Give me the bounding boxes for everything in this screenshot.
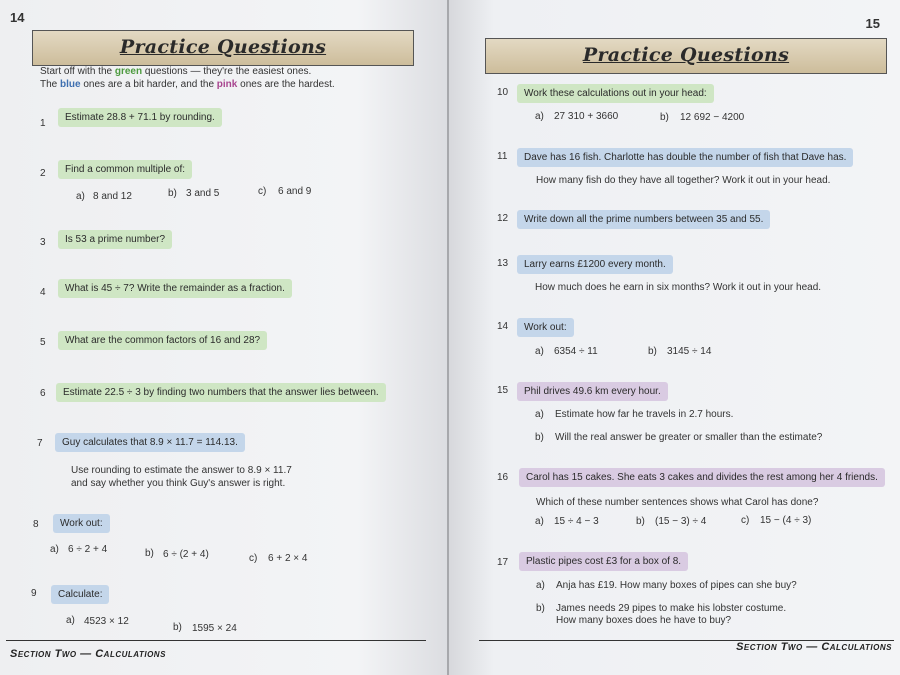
question-number: 4	[40, 287, 46, 298]
question-14: Work out:	[517, 318, 574, 337]
part-label: b)	[536, 603, 545, 614]
part-label: a)	[50, 544, 59, 555]
question-3: Is 53 a prime number?	[58, 230, 172, 249]
intro-text: Start off with the green questions — they're the easiest ones. The blue ones are a bit harder, and the pink ones are the hardest.	[40, 66, 335, 90]
page-number: 14	[10, 10, 25, 25]
question-number: 8	[33, 519, 39, 530]
part-answer: Anja has £19. How many boxes of pipes can she buy?	[556, 580, 797, 591]
part-answer: 27 310 + 3660	[554, 111, 619, 122]
part-answer: 4523 × 12	[84, 616, 129, 627]
question-2: Find a common multiple of:	[58, 160, 192, 179]
question-16-line: Which of these number sentences shows what Carol has done?	[536, 497, 819, 508]
footer-rule	[6, 640, 426, 641]
part-answer: 15 ÷ 4 − 3	[554, 516, 599, 527]
question-17: Plastic pipes cost £3 for a box of 8.	[519, 552, 688, 571]
part-answer: 12 692 − 4200	[680, 112, 745, 123]
question-7-line-2: and say whether you think Guy's answer is right.	[71, 478, 286, 489]
part-label: b)	[173, 622, 182, 633]
part-label: c)	[741, 515, 750, 526]
question-13-line: How much does he earn in six months? Work it out in your head.	[535, 282, 822, 293]
question-number: 2	[40, 168, 46, 179]
page-title: Practice Questions	[582, 44, 790, 66]
right-page	[449, 0, 900, 675]
part-answer: Estimate how far he travels in 2.7 hours.	[555, 409, 734, 420]
part-answer: James needs 29 pipes to make his lobster costume.	[556, 603, 787, 614]
question-8: Work out:	[53, 514, 110, 533]
question-1: Estimate 28.8 + 71.1 by rounding.	[58, 108, 222, 127]
part-answer: 1595 × 24	[192, 623, 237, 634]
part-answer: 6 ÷ 2 + 4	[68, 544, 108, 555]
question-12: Write down all the prime numbers between 35 and 55.	[517, 210, 770, 229]
section-footer: Section Two — Calculations	[736, 641, 892, 653]
page-title-banner	[32, 30, 414, 66]
part-label: a)	[535, 516, 544, 527]
question-10: Work these calculations out in your head:	[517, 84, 714, 103]
part-label: a)	[535, 346, 544, 357]
question-11: Dave has 16 fish. Charlotte has double the number of fish that Dave has.	[517, 148, 853, 167]
page-title-banner	[485, 38, 887, 74]
part-label: a)	[536, 580, 545, 591]
question-number: 16	[497, 472, 509, 483]
question-15: Phil drives 49.6 km every hour.	[517, 382, 668, 401]
question-number: 15	[497, 385, 509, 396]
question-number: 3	[40, 237, 46, 248]
part-answer: 6 ÷ (2 + 4)	[163, 549, 209, 560]
part-answer: Will the real answer be greater or smaller than the estimate?	[555, 432, 823, 443]
question-number: 12	[497, 213, 509, 224]
question-number: 5	[40, 337, 46, 348]
section-footer: Section Two — Calculations	[10, 648, 166, 660]
part-label: b)	[145, 548, 154, 559]
part-answer: 15 − (4 ÷ 3)	[760, 515, 812, 526]
question-4: What is 45 ÷ 7? Write the remainder as a fraction.	[58, 279, 292, 298]
part-label: a)	[66, 615, 75, 626]
part-answer: 3 and 5	[186, 188, 220, 199]
part-answer: 6354 ÷ 11	[554, 346, 598, 357]
question-16: Carol has 15 cakes. She eats 3 cakes and divides the rest among her 4 friends.	[519, 468, 885, 487]
question-number: 14	[497, 321, 509, 332]
question-9: Calculate:	[51, 585, 109, 604]
pink-label: pink	[216, 79, 238, 90]
part-answer: (15 − 3) ÷ 4	[655, 516, 707, 527]
part-label: a)	[535, 409, 544, 420]
part-answer: How many boxes does he have to buy?	[556, 615, 732, 626]
question-number: 17	[497, 557, 509, 568]
question-number: 1	[40, 118, 46, 129]
question-6: Estimate 22.5 ÷ 3 by finding two numbers that the answer lies between.	[56, 383, 386, 402]
question-7-line-1: Use rounding to estimate the answer to 8.9 × 11.7	[71, 465, 292, 476]
page-number: 15	[865, 16, 880, 31]
question-11-line: How many fish do they have all together? Work it out in your head.	[536, 175, 831, 186]
blue-label: blue	[60, 79, 81, 90]
question-7: Guy calculates that 8.9 × 11.7 = 114.13.	[55, 433, 245, 452]
part-label: a)	[535, 111, 544, 122]
part-label: b)	[168, 188, 177, 199]
left-page	[0, 0, 447, 675]
part-answer: 6 + 2 × 4	[268, 553, 308, 564]
part-label: b)	[660, 112, 669, 123]
part-label: b)	[535, 432, 544, 443]
part-label: a)	[76, 191, 85, 202]
part-answer: 6 and 9	[278, 186, 312, 197]
question-number: 7	[37, 438, 43, 449]
question-number: 11	[497, 151, 508, 162]
part-label: b)	[648, 346, 657, 357]
part-label: c)	[258, 186, 267, 197]
part-answer: 8 and 12	[93, 191, 132, 202]
green-label: green	[114, 66, 143, 77]
question-number: 6	[40, 388, 46, 399]
part-answer: 3145 ÷ 14	[667, 346, 712, 357]
part-label: b)	[636, 516, 645, 527]
question-5: What are the common factors of 16 and 28?	[58, 331, 267, 350]
part-label: c)	[249, 553, 258, 564]
question-number: 9	[31, 588, 37, 599]
page-title: Practice Questions	[119, 36, 327, 58]
question-number: 10	[497, 87, 509, 98]
question-13: Larry earns £1200 every month.	[517, 255, 673, 274]
question-number: 13	[497, 258, 509, 269]
